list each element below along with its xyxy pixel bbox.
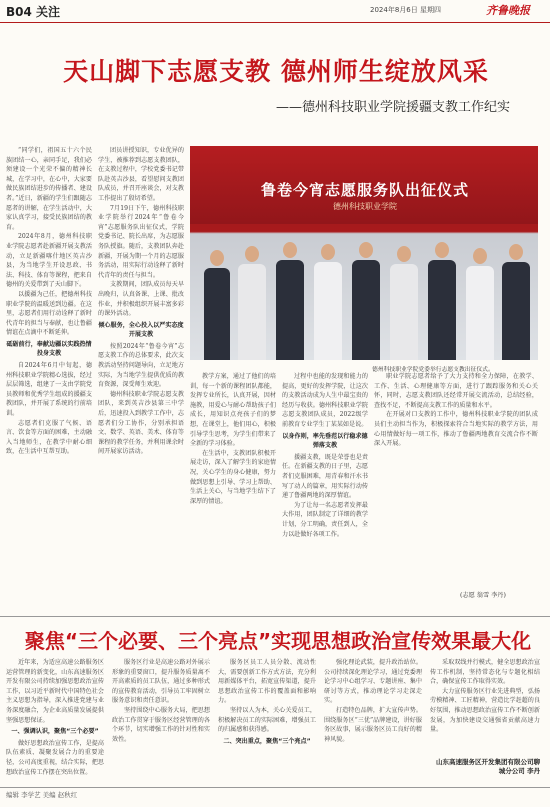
article2-column-3 (218, 658, 316, 786)
subheading: 二、突出重点，聚焦“三个亮点” (223, 737, 311, 745)
article2-column-2 (112, 658, 210, 786)
paragraph: 职业学院志愿者给予了大力支持和全力保障，在教学、工作、生活、心理健康等方面，进行了跟踪服务和关心关怀，同时，志愿支教团队还经常开展交流活动，总结经验，查找不足，不断提高支教工作的质量和水平。 (374, 373, 538, 409)
paragraph: 坚持围绕中心服务大局，把思想政治工作贯穿于服务区经营管理的各个环节，切实增强工作的针对性和实效性。 (112, 706, 210, 743)
article1-subheadline: ——德州科技职业学院援疆支教工作纪实 (275, 100, 510, 115)
paragraph: 德州科技职业学院志愿支教团队，来到英吉沙县第三中学后，迅速投入到教学工作中，志愿者们分工协作，分别承担语文、数学、英语、美术、体育等课程的教学任务，并利用课余时间开展家访活动。 (98, 390, 184, 456)
paragraph: 大力宣传服务区行业先进典型，弘扬劳模精神、工匠精神，营造比学赶超的良好氛围，推动思想政治宣传工作不断创新发展，为加快建设交通强省贡献高速力量。 (430, 687, 540, 734)
banner-subtitle: 德州科技职业学院 (333, 202, 397, 211)
paragraph: 在生活中，支教团队积极开展走访，深入了解学生的家庭情况，关心学生的身心健康，努力做到思想上引导、学习上帮助、生活上关心，与当地学生结下了深厚的情谊。 (190, 449, 276, 505)
person-figure (502, 262, 530, 360)
author-signature: (志愿 翁雪 李丹) (460, 592, 506, 599)
subheading: 以身作则，率先垂范以行稳求德弹落支教 (282, 432, 368, 450)
article1-column-1 (6, 146, 92, 616)
article2-column-4 (324, 658, 422, 786)
person-head (283, 242, 297, 258)
paragraph: 强化理论武装，提升政治站位。公司持续深化理论学习，通过党委理论学习中心组学习、专题讲座、集中研讨等方式，推动理论学习走深走实。 (324, 659, 422, 705)
article2-column-1 (6, 658, 104, 786)
person-figure (276, 260, 304, 360)
paragraph: 志愿者们克服了气候、语言、饮食等方面的困难，主动融入当地师生，在教学中耐心细致，在生活中互帮互助。 (6, 419, 92, 456)
article2-headline: 聚焦“三个必要、三个亮点”实现思想政治宣传效果最大化 (24, 629, 532, 653)
person-figure (352, 260, 380, 360)
person-head (397, 246, 411, 262)
paragraph: 为了让每一名志愿者发挥最大作用，团队制定了详细的教学计划，分工明确，责任到人，全力以赴做好各项工作。 (282, 501, 368, 538)
newspaper-logo: 齐鲁晚报 (486, 4, 530, 17)
paragraph: 打造特色品牌，扩大宣传声势。围绕服务区“三优”品牌建设，讲好服务区故事，展示服务区员工良好的精神风貌。 (324, 706, 422, 743)
subheading: 砥砺前行，奉献边疆以实践热情投身支教 (6, 340, 92, 358)
article2-credit: 山东高速服务区开发集团有限公司聊城分公司 李丹 (436, 758, 540, 775)
subheading: 倾心服务，全心投入以严实态度开展支教 (98, 321, 184, 339)
person-head (210, 250, 224, 266)
paragraph: 服务区员工人员分散、流动性大，需要创新工作方式方法，充分利用新媒体平台，拓宽宣传渠道，提升思想政治宣传工作的覆盖面和影响力。 (218, 659, 316, 705)
paragraph: 2024年8月，德州科技职业学院志愿者赴新疆开展支教活动，立足新疆喀什地区英吉沙县，为当地学生开设思政、书法、科技、体育等课程，把来自德州的关爱带到了天山脚下。 (6, 233, 92, 289)
page-header (0, 0, 550, 23)
paragraph: 采取双线并行模式，健全思想政治宣传工作机制，坚持常态化与专题化相结合，确保宣传工作取得实效。 (430, 659, 540, 686)
article1-column-3 (190, 372, 276, 616)
paragraph: 以援疆为己任，把德州科技职业学院的温暖送到边疆。在这里，志愿者们用行动诠释了新时代青年的担当与奉献，也让鲁疆情谊在点滴中不断延伸。 (6, 290, 92, 337)
paragraph: “同学们，祖国五十六个民族团结一心，亲同手足，我们必须建设一个光荣不偏的精神长城，在学习中，在心中，大家要做民族团结进步的传播者、建设者。”近日，新疆的学生们跟随志愿者的讲解，在学生活动中，大家认真学习，接受民族团结的教育。 (6, 147, 92, 231)
issue-date: 2024年8月6日 星期四 (370, 6, 441, 14)
person-head (359, 242, 373, 258)
article1-headline: 天山脚下志愿支教 德州师生绽放风采 (63, 57, 489, 86)
person-head (435, 242, 449, 258)
person-figure (314, 262, 342, 360)
article1-column-2 (98, 146, 184, 616)
person-figure (204, 268, 230, 360)
person-figure (466, 266, 494, 360)
person-head (473, 248, 487, 264)
paragraph: 团员讲授知识，专业优异的学生，被推荐到志愿支教团队，在支教过程中，学校党委书记带队赴英吉沙县，看望慰问支教团队成员，并召开座谈会，对支教工作提出了殷切希望。 (98, 147, 184, 202)
banner-title: 鲁卷今宵志愿服务队出征仪式 (260, 181, 469, 199)
paragraph: 服务区行业是高速公路对外展示形象的重要窗口，提升服务质量离不开高素质的员工队伍，通过多种形式的宣传教育活动，引导员工牢固树立服务意识和责任意识。 (112, 659, 210, 705)
paragraph: 按照2024年“鲁卷今宵”志愿支教工作的总体要求，此次支教活动坚持问题导向，立足地方实际，为当地学生提供优质的教育资源，深受师生欢迎。 (98, 342, 184, 389)
news-photo (190, 146, 538, 360)
person-figure (428, 260, 456, 360)
person-figure (238, 264, 266, 360)
paragraph: 7月19日下午，德州科技职业学院举行2024年“鲁卷今宵”志愿服务队出征仪式，学院党委书记、院长出席，为志愿服务队授旗。随后，支教团队奔赴新疆，开展为期一个月的志愿服务活动，用实际行动诠释了新时代青年的责任与担当。 (98, 204, 184, 279)
paragraph: 自2024年6月中旬起，德州科技职业学院精心选拔，经过层层筛选，组建了一支由学院党员教师和优秀学生组成的援疆支教团队，并开展了系统的行前培训。 (6, 362, 92, 418)
editor-credits: 编辑 李学艺 美编 赵秋红 (6, 791, 78, 799)
paragraph: 援疆支教，既是荣誉也是责任。在新疆支教的日子里，志愿者们克服困难，用青春和汗水书写了动人的篇章，用实际行动传递了鲁疆两地的深厚情谊。 (282, 453, 368, 500)
article1-column-5 (374, 372, 538, 588)
photo-caption: 德州科技职业学院党委举行志愿支教出征仪式。 (372, 367, 494, 373)
section-divider (0, 616, 550, 617)
paragraph: 坚持以人为本，关心关爱员工，积极解决员工的实际困难，增强员工的归属感和获得感。 (218, 706, 316, 734)
footer-divider (0, 787, 550, 788)
subheading: 一、强调认识，聚焦“三个必要” (11, 728, 99, 736)
person-head (509, 244, 523, 260)
article1-column-4 (282, 372, 368, 616)
paragraph: 在开展对口支教的工作中，德州科技职业学院的团队成员们主动担当作为，积极探索符合当地实际的教学方法，用心用情做好每一项工作，推动了鲁疆两地教育交流合作不断深入开展。 (374, 411, 538, 448)
section-label: B04 关注 (6, 5, 61, 19)
paragraph: 支教期间，团队成员每天早出晚归，认真备课、上课、批改作业，并积极组织开展丰富多彩的课外活动。 (98, 281, 184, 318)
paragraph: 做好思想政治宣传工作，是提高队伍素质、凝聚发展合力的重要途径，公司高度重视，结合实际，把思想政治宣传工作摆在突出位置。 (6, 739, 104, 776)
article2-column-5 (430, 658, 540, 756)
person-head (321, 244, 335, 260)
paragraph: 教学方案，通过了他们的培训，每一个新的课程团队都能，发挥专业所长，认真开展，因材施教，用爱心与耐心帮助孩子们成长，用知识点亮孩子们的梦想，在课堂上，他们用心，积极引导学生思考，为学生们带来了全新的学习体验。 (190, 373, 276, 448)
person-head (245, 246, 259, 262)
paragraph: 近年来，为适应高速公路服务区运营管理的新变化，山东高速服务区开发有限公司持续加强思想政治宣传工作，以习近平新时代中国特色社会主义思想为指导，深入推进党建与业务深度融合，为企业高质量发展提供坚强思想保证。 (6, 659, 104, 724)
person-figure (390, 264, 418, 360)
paragraph: 过程中也能的发现和能力的提高，更好的发挥学院，让这次的支教活动成为人生中最宝贵的经历与收获。德州科技职业学院志愿支教团队成员，2022级学前教育专业学生丁某某如是说。 (282, 373, 368, 428)
